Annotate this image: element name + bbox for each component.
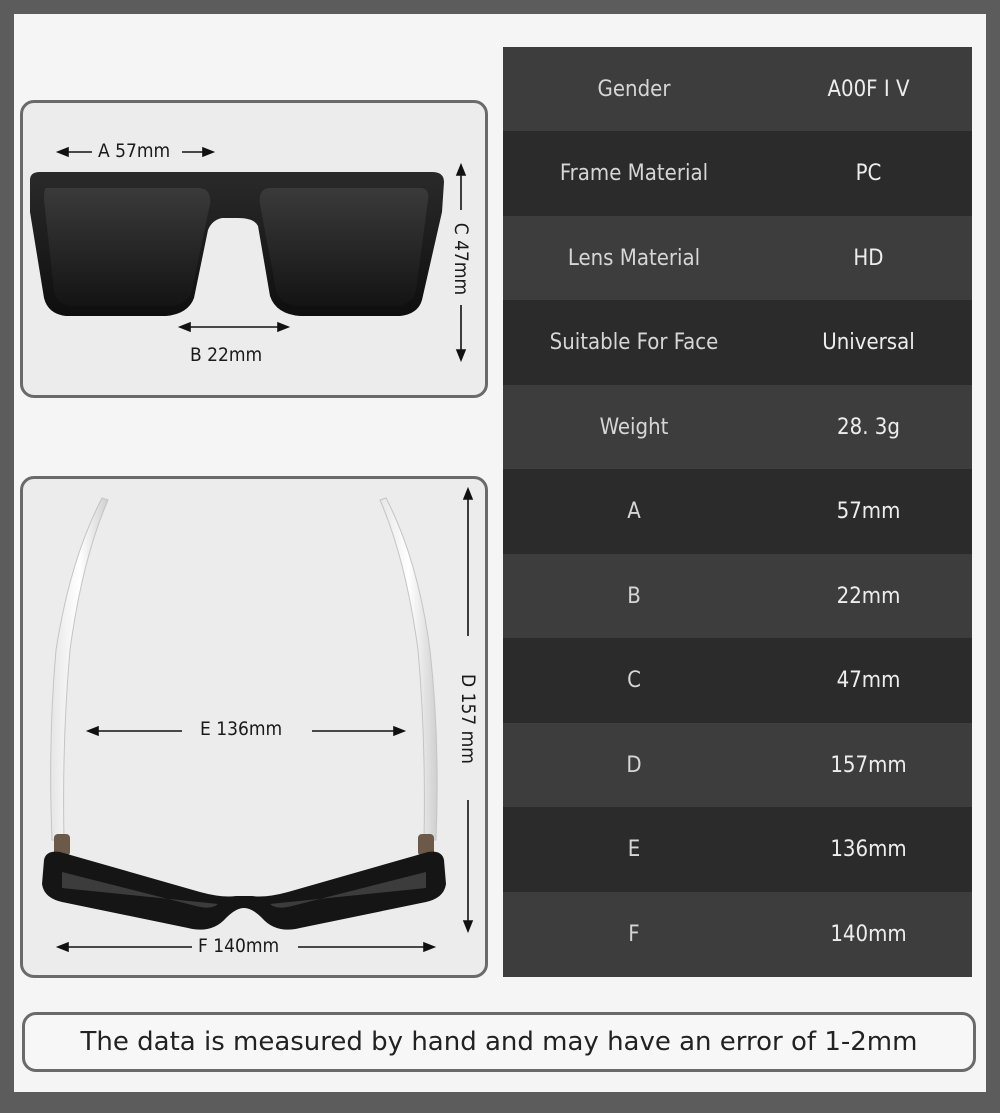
spec-row	[503, 638, 972, 723]
spec-value: Universal	[822, 330, 915, 355]
dimension-d-label: D 157 mm	[457, 674, 479, 764]
dimension-f-label: F 140mm	[198, 935, 280, 957]
spec-label: Gender	[597, 76, 671, 102]
spec-value: 47mm	[836, 668, 901, 693]
spec-value: 157mm	[830, 752, 907, 778]
dimension-c-label: C 47mm	[450, 222, 472, 296]
spec-value: 140mm	[830, 922, 907, 947]
spec-label: Lens Material	[567, 245, 701, 271]
dimension-b-label: B 22mm	[190, 344, 263, 366]
spec-label: F	[628, 922, 640, 947]
spec-row	[503, 892, 972, 977]
measurement-disclaimer: The data is measured by hand and may have an error of 1-2mm	[22, 1012, 976, 1072]
spec-row	[503, 469, 972, 554]
spec-value: 28. 3g	[837, 414, 900, 440]
spec-value: A00F I V	[827, 76, 910, 102]
spec-row	[503, 47, 972, 131]
spec-value: 22mm	[836, 583, 901, 609]
spec-label: D	[626, 752, 642, 778]
spec-label: Frame Material	[559, 161, 709, 186]
spec-row	[503, 216, 972, 300]
spec-label: B	[627, 583, 641, 609]
spec-label: A	[627, 499, 641, 524]
spec-table	[503, 47, 972, 977]
spec-label: E	[627, 837, 641, 862]
spec-row	[503, 131, 972, 216]
dimension-a-label: A 57mm	[98, 140, 171, 162]
dimension-e-label: E 136mm	[200, 718, 283, 740]
spec-row	[503, 554, 972, 638]
spec-label: Suitable For Face	[549, 330, 719, 355]
spec-row	[503, 807, 972, 892]
spec-value: 136mm	[830, 837, 907, 862]
spec-value: PC	[855, 161, 882, 186]
spec-label: C	[627, 668, 641, 693]
spec-row	[503, 385, 972, 469]
spec-row	[503, 300, 972, 385]
spec-value: 57mm	[836, 499, 901, 524]
spec-row	[503, 723, 972, 807]
spec-value: HD	[853, 245, 884, 271]
spec-label: Weight	[599, 414, 669, 440]
